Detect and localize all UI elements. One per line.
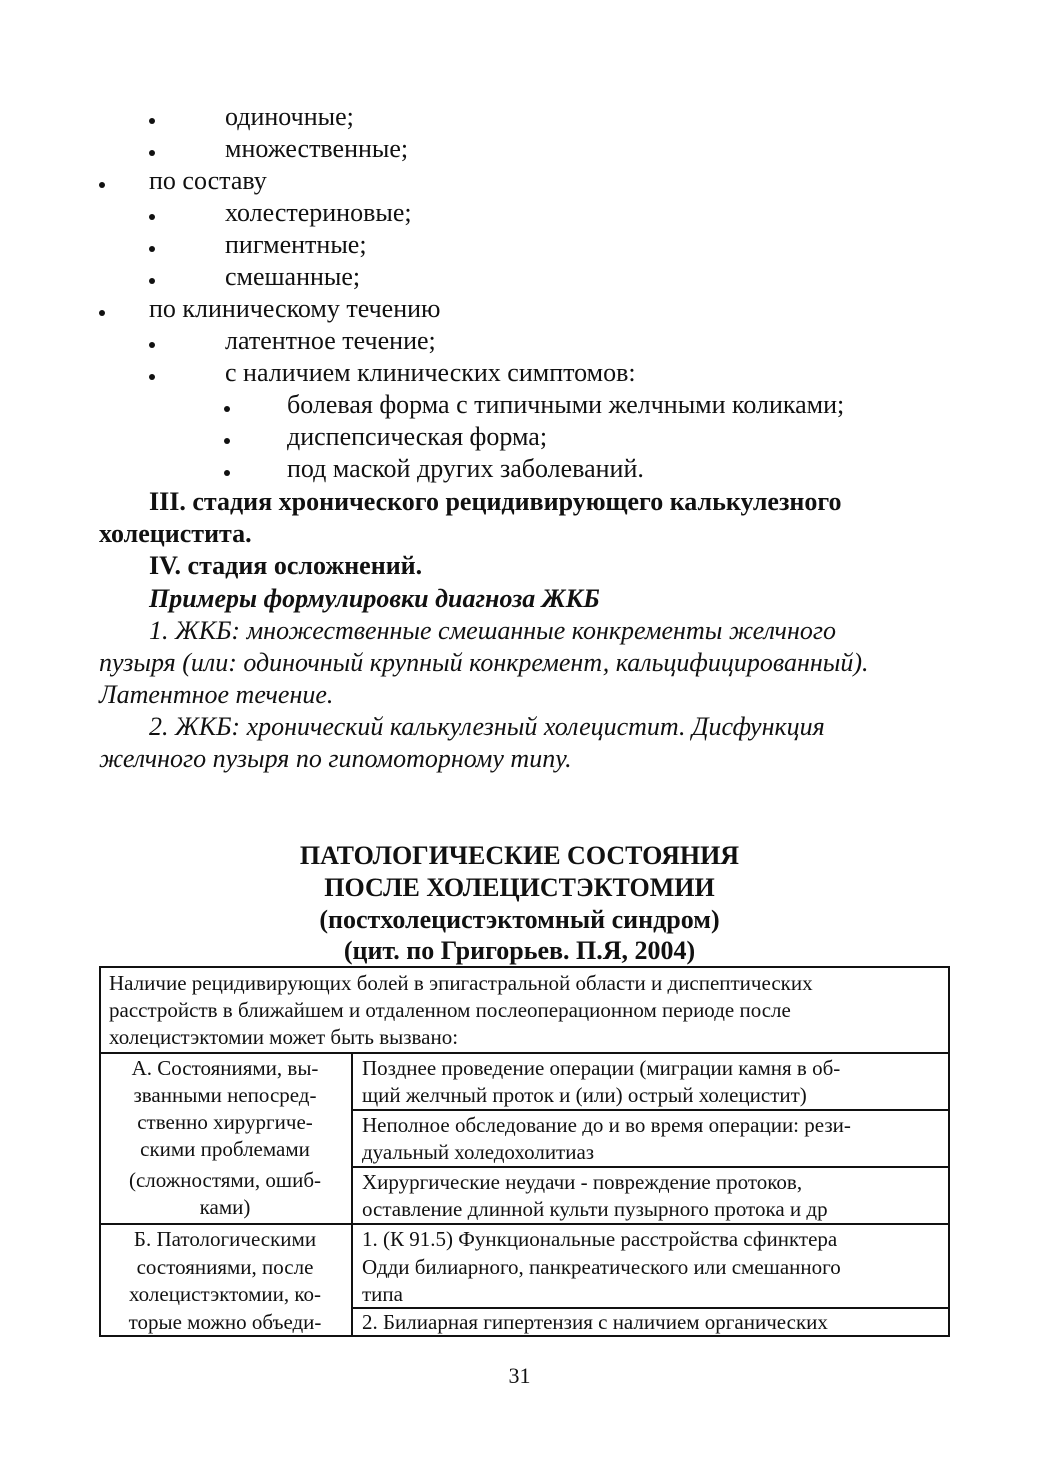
group-b-item-1: типа <box>362 1282 403 1306</box>
stage-3-heading-cont: холецистита. <box>99 519 252 548</box>
ppcs-table <box>99 966 950 1337</box>
stage-3-heading: III. стадия хронического рецидивирующего калькулезного <box>149 487 842 516</box>
list-item: под маской других заболеваний. <box>287 454 644 483</box>
group-b-item-1: Одди билиарного, панкреатического или смешанного <box>362 1255 841 1279</box>
group-b-label: Б. Патологическими <box>133 1227 317 1251</box>
group-a-item-2: дуальный холедохолитиаз <box>362 1140 595 1164</box>
group-a-label: званными непосред- <box>133 1083 317 1107</box>
table-border <box>351 1109 950 1111</box>
list-item: болевая форма с типичными желчными коликами; <box>287 390 845 419</box>
group-a-label: скими проблемами <box>140 1137 310 1161</box>
group-b-label: холецистэктомии, ко- <box>128 1282 322 1306</box>
table-border <box>99 1223 950 1225</box>
bullet-icon <box>149 278 155 284</box>
list-item: диспепсическая форма; <box>287 422 548 451</box>
table-border <box>351 1052 353 1337</box>
example-1-cont: Латентное течение. <box>99 680 334 709</box>
bullet-icon <box>224 406 230 412</box>
list-item: пигментные; <box>225 230 367 259</box>
group-b-item-2: 2. Билиарная гипертензия с наличием органических <box>362 1310 828 1334</box>
group-a-label: А. Состояниями, вы- <box>131 1056 319 1080</box>
stage-4-heading: IV. стадия осложнений. <box>149 551 423 580</box>
group-a-item-1: Позднее проведение операции (миграции камня в об- <box>362 1056 841 1080</box>
group-a-label: ственно хирургиче- <box>137 1110 313 1134</box>
list-item: по составу <box>149 166 267 195</box>
list-item: латентное течение; <box>225 326 436 355</box>
group-a-label: ками) <box>199 1195 251 1219</box>
bullet-icon <box>149 342 155 348</box>
section-title: ПАТОЛОГИЧЕСКИЕ СОСТОЯНИЯ <box>299 841 740 870</box>
table-intro: расстройств в ближайшем и отдаленном послеоперационном периоде после <box>109 998 791 1022</box>
table-border <box>948 966 950 1337</box>
section-citation: (цит. по Григорьев. П.Я, 2004) <box>343 936 696 965</box>
list-item: одиночные; <box>225 102 354 131</box>
example-2: 2. ЖКБ: хронический калькулезный холецистит. Дисфункция <box>149 712 825 741</box>
bullet-icon <box>224 470 230 476</box>
section-title-cont: ПОСЛЕ ХОЛЕЦИСТЭКТОМИИ <box>324 873 715 902</box>
examples-heading: Примеры формулировки диагноза ЖКБ <box>149 584 600 613</box>
example-1: 1. ЖКБ: множественные смешанные конкременты желчного <box>149 616 837 645</box>
section-subtitle: (постхолецистэктомный синдром) <box>319 905 720 934</box>
list-item: смешанные; <box>225 262 361 291</box>
list-item: множественные; <box>225 134 409 163</box>
bullet-icon <box>149 118 155 124</box>
bullet-icon <box>99 182 105 188</box>
bullet-icon <box>149 374 155 380</box>
bullet-icon <box>149 246 155 252</box>
group-b-label: состояниями, после <box>136 1255 314 1279</box>
bullet-icon <box>99 310 105 316</box>
page-number: 31 <box>508 1363 531 1388</box>
example-2-cont: желчного пузыря по гипомоторному типу. <box>99 744 572 773</box>
bullet-icon <box>149 214 155 220</box>
list-item: по клиническому течению <box>149 294 441 323</box>
group-a-item-2: Неполное обследование до и во время операции: рези- <box>362 1113 851 1137</box>
group-b-item-1: 1. (К 91.5) Функциональные расстройства сфинктера <box>362 1227 838 1251</box>
group-b-label: торые можно объеди- <box>128 1310 322 1334</box>
example-1-cont: пузыря (или: одиночный крупный конкремент, кальцифицированный). <box>99 648 869 677</box>
bullet-icon <box>149 150 155 156</box>
group-a-item-1: щий желчный проток и (или) острый холецистит) <box>362 1083 807 1107</box>
table-border <box>351 1166 950 1168</box>
bullet-icon <box>224 438 230 444</box>
table-intro: Наличие рецидивирующих болей в эпигастральной области и диспептических <box>109 971 813 995</box>
table-intro: холецистэктомии может быть вызвано: <box>109 1025 459 1049</box>
group-a-label: (сложностями, ошиб- <box>128 1168 322 1192</box>
list-item: с наличием клинических симптомов: <box>225 358 636 387</box>
list-item: холестериновые; <box>225 198 412 227</box>
table-border <box>99 966 950 968</box>
group-a-item-3: Хирургические неудачи - повреждение протоков, <box>362 1170 803 1194</box>
group-a-item-3: оставление длинной культи пузырного протока и др <box>362 1197 828 1221</box>
table-border <box>99 1052 950 1054</box>
